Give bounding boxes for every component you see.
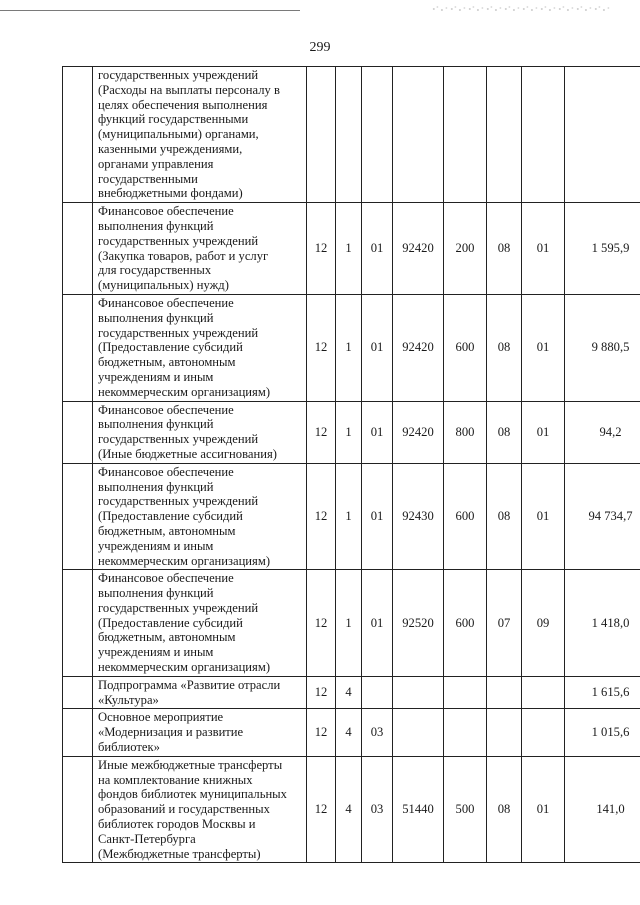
subprogram-code-cell: 1 <box>336 463 362 570</box>
expense-name-cell <box>93 570 307 677</box>
expense-name-cell <box>93 401 307 463</box>
table-row <box>63 463 640 570</box>
subprogram-code-cell: 1 <box>336 294 362 401</box>
program-code-cell: 12 <box>307 401 336 463</box>
expense-type-cell: 800 <box>444 401 487 463</box>
expense-name: Финансовое обеспечение выполнения функций государственных учреждений (Предоставление субсидий бюджетным, автономным учреждениям и иным некоммерческим организациям) <box>98 464 271 568</box>
amount-cell: 94,2 <box>565 401 640 463</box>
section-code-cell <box>487 709 522 756</box>
table-row <box>63 709 640 756</box>
section-code-cell: 08 <box>487 294 522 401</box>
blank-cell <box>63 676 93 709</box>
expense-type-cell <box>444 676 487 709</box>
subprogram-code-cell <box>336 67 362 203</box>
program-code-cell: 12 <box>307 203 336 295</box>
amount-cell: 1 015,6 <box>565 709 640 756</box>
main-activity-code-cell: 03 <box>362 756 393 863</box>
expense-name-cell <box>93 67 307 203</box>
program-code-cell: 12 <box>307 570 336 677</box>
budget-allocation-table <box>62 66 640 863</box>
blank-cell <box>63 294 93 401</box>
subsection-code-cell: 09 <box>522 570 565 677</box>
expense-name-cell <box>93 203 307 295</box>
expense-name: Основное мероприятие «Модернизация и развитие библиотек» <box>98 710 244 755</box>
section-code-cell: 08 <box>487 463 522 570</box>
program-code-cell: 12 <box>307 709 336 756</box>
subsection-code-cell <box>522 709 565 756</box>
subprogram-code-cell: 4 <box>336 709 362 756</box>
program-code-cell <box>307 67 336 203</box>
main-activity-code-cell <box>362 676 393 709</box>
expense-name: Финансовое обеспечение выполнения функций государственных учреждений (Предоставление субсидий бюджетным, автономным учреждениям и иным некоммерческим организациям) <box>98 295 271 399</box>
blank-cell <box>63 67 93 203</box>
expense-name: Подпрограмма «Развитие отрасли «Культура» <box>98 677 281 707</box>
expense-name: Иные межбюджетные трансферты на комплектование книжных фондов библиотек муниципальных образований и государственных библиотек городов Москвы и Санкт-Петербурга (Межбюджетные трансферты) <box>98 757 287 861</box>
expense-name-cell <box>93 756 307 863</box>
amount-cell: 141,0 <box>565 756 640 863</box>
subsection-code-cell: 01 <box>522 203 565 295</box>
direction-code-cell: 92430 <box>393 463 444 570</box>
amount-cell: 94 734,7 <box>565 463 640 570</box>
section-code-cell: 08 <box>487 756 522 863</box>
scan-noise <box>432 4 612 14</box>
expense-type-cell: 200 <box>444 203 487 295</box>
main-activity-code-cell: 01 <box>362 203 393 295</box>
subsection-code-cell: 01 <box>522 756 565 863</box>
blank-cell <box>63 203 93 295</box>
program-code-cell: 12 <box>307 676 336 709</box>
subprogram-code-cell: 1 <box>336 203 362 295</box>
expense-name-cell <box>93 676 307 709</box>
table-row <box>63 756 640 863</box>
main-activity-code-cell <box>362 67 393 203</box>
program-code-cell: 12 <box>307 756 336 863</box>
table-row <box>63 294 640 401</box>
main-activity-code-cell: 03 <box>362 709 393 756</box>
main-activity-code-cell: 01 <box>362 463 393 570</box>
main-activity-code-cell: 01 <box>362 401 393 463</box>
section-code-cell: 08 <box>487 401 522 463</box>
amount-cell <box>565 67 640 203</box>
program-code-cell: 12 <box>307 294 336 401</box>
direction-code-cell <box>393 67 444 203</box>
expense-name-cell <box>93 463 307 570</box>
table-row <box>63 67 640 203</box>
expense-type-cell <box>444 67 487 203</box>
amount-cell: 9 880,5 <box>565 294 640 401</box>
table-row <box>63 570 640 677</box>
blank-cell <box>63 401 93 463</box>
expense-name: Финансовое обеспечение выполнения функций государственных учреждений (Иные бюджетные ассигнования) <box>98 402 277 461</box>
subsection-code-cell <box>522 676 565 709</box>
subprogram-code-cell: 1 <box>336 401 362 463</box>
main-activity-code-cell: 01 <box>362 294 393 401</box>
direction-code-cell <box>393 676 444 709</box>
direction-code-cell: 92420 <box>393 294 444 401</box>
expense-type-cell: 600 <box>444 570 487 677</box>
direction-code-cell <box>393 709 444 756</box>
section-code-cell: 08 <box>487 203 522 295</box>
expense-type-cell: 600 <box>444 463 487 570</box>
subsection-code-cell: 01 <box>522 401 565 463</box>
blank-cell <box>63 570 93 677</box>
expense-name: Финансовое обеспечение выполнения функций государственных учреждений (Закупка товаров, работ и услуг для государственных (муниципальных) нужд) <box>98 204 269 293</box>
section-code-cell <box>487 67 522 203</box>
expense-name: государственных учреждений (Расходы на выплаты персоналу в целях обеспечения выполнения функций государственными (муниципальными) органами, казенными учреждениями, органами управления государственными внебюджетными фондами) <box>98 68 280 201</box>
program-code-cell: 12 <box>307 463 336 570</box>
amount-cell: 1 418,0 <box>565 570 640 677</box>
amount-cell: 1 595,9 <box>565 203 640 295</box>
expense-name: Финансовое обеспечение выполнения функций государственных учреждений (Предоставление субсидий бюджетным, автономным учреждениям и иным некоммерческим организациям) <box>98 571 271 675</box>
section-code-cell <box>487 676 522 709</box>
scan-edge-line <box>0 10 300 11</box>
subsection-code-cell: 01 <box>522 294 565 401</box>
expense-type-cell <box>444 709 487 756</box>
direction-code-cell: 92420 <box>393 203 444 295</box>
subprogram-code-cell: 4 <box>336 676 362 709</box>
section-code-cell: 07 <box>487 570 522 677</box>
table-row <box>63 676 640 709</box>
direction-code-cell: 92420 <box>393 401 444 463</box>
blank-cell <box>63 709 93 756</box>
page-number: 299 <box>309 40 331 55</box>
expense-name-cell <box>93 709 307 756</box>
table-row <box>63 203 640 295</box>
subsection-code-cell: 01 <box>522 463 565 570</box>
direction-code-cell: 51440 <box>393 756 444 863</box>
amount-cell: 1 615,6 <box>565 676 640 709</box>
expense-name-cell <box>93 294 307 401</box>
subsection-code-cell <box>522 67 565 203</box>
blank-cell <box>63 756 93 863</box>
subprogram-code-cell: 1 <box>336 570 362 677</box>
direction-code-cell: 92520 <box>393 570 444 677</box>
expense-type-cell: 500 <box>444 756 487 863</box>
expense-type-cell: 600 <box>444 294 487 401</box>
blank-cell <box>63 463 93 570</box>
table-row <box>63 401 640 463</box>
subprogram-code-cell: 4 <box>336 756 362 863</box>
main-activity-code-cell: 01 <box>362 570 393 677</box>
